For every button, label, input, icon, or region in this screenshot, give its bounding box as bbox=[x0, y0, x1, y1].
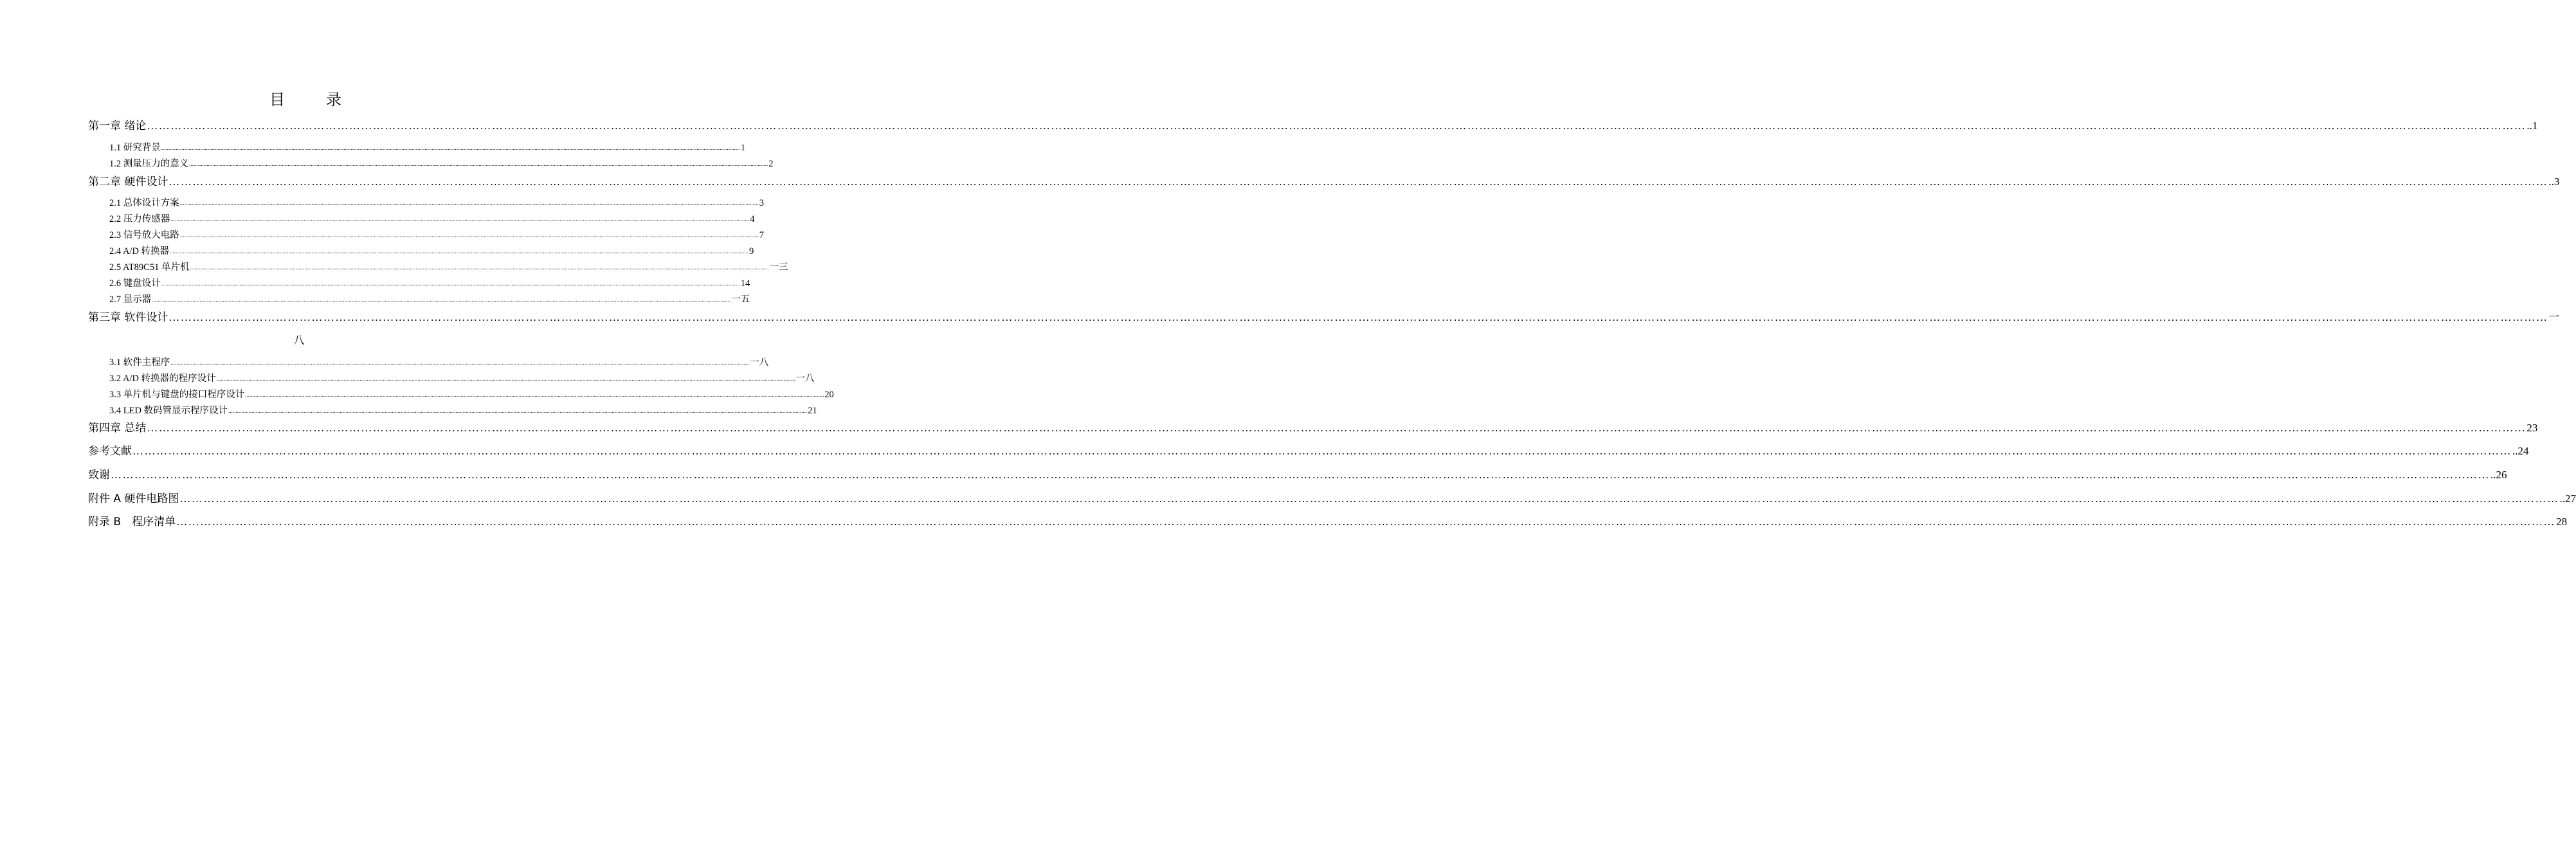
toc-entry-label: 2.7 显示器 bbox=[109, 294, 152, 305]
toc-entry[interactable] bbox=[109, 403, 817, 417]
toc-entry-page-number: 7 bbox=[759, 230, 764, 240]
dot-leader: …………………………………………………………………………………………………………………………………………………………………………………………………………………………………………………………………………………………………………………………………………………………………………………………………………………………………………………………………………………………………………………………………………………… bbox=[168, 176, 2548, 188]
toc-entry-page-number: 9 bbox=[749, 246, 754, 256]
dot-leader: …………………………………………………………………………………………………………………………………………………………………………………………………………………………………………………………………………………………………………………………………………………………………………………………………………………………………………………………………………………………………………………………………………………… bbox=[176, 516, 2556, 528]
toc-entry-page-number: 1 bbox=[740, 143, 745, 153]
toc-entry-label: 2.6 键盘设计 bbox=[109, 278, 161, 289]
dot-leader: ................................................................................................................................................................................................................................................................................................................................................................................................................ bbox=[170, 216, 750, 222]
dot-leader: ................................................................................................................................................................................................................................................................................................................................................................................................................ bbox=[170, 248, 749, 255]
toc-entry-page-number: 20 bbox=[824, 390, 834, 400]
dot-leader: ................................................................................................................................................................................................................................................................................................................................................................................................................ bbox=[179, 232, 759, 239]
toc-entry[interactable] bbox=[109, 387, 834, 401]
toc-entry[interactable] bbox=[109, 212, 755, 225]
dot-leader: …………………………………………………………………………………………………………………………………………………………………………………………………………………………………………………………………………………………………………………………………………………………………………………………………………………………………………………………………………………………………………………………………………………… bbox=[147, 422, 2526, 434]
dot-leader: …………………………………………………………………………………………………………………………………………………………………………………………………………………………………………………………………………………………………………………………………………………………………………………………………………………………………………………………………………………………………………………………………………………… bbox=[179, 492, 2559, 505]
toc-title: 目 录 bbox=[269, 91, 354, 109]
toc-entry-label: 参考文献 bbox=[88, 445, 132, 458]
dot-leader: ................................................................................................................................................................................................................................................................................................................................................................................................................ bbox=[189, 161, 768, 167]
dot-leader: ................................................................................................................................................................................................................................................................................................................................................................................................................ bbox=[170, 359, 750, 366]
toc-entry[interactable] bbox=[109, 260, 788, 273]
toc-entry-page-number: 一 bbox=[2548, 311, 2560, 323]
toc-entry-label: 3.1 软件主程序 bbox=[109, 357, 170, 368]
toc-entry-label: 2.4 A/D 转换器 bbox=[109, 246, 170, 256]
toc-entry-page-number: 一三 bbox=[769, 262, 788, 273]
toc-entry-label: 致谢 bbox=[88, 469, 110, 482]
toc-entry[interactable] bbox=[109, 292, 750, 305]
toc-wrapped-page-number: 八 bbox=[293, 334, 305, 347]
dot-leader: …………………………………………………………………………………………………………………………………………………………………………………………………………………………………………………………………………………………………………………………………………………………………………………………………………………………………………………………………………………………………………………………………………………… bbox=[111, 469, 2490, 481]
toc-entry-page-number: ..1 bbox=[2526, 120, 2538, 132]
toc-entry-label: 2.2 压力传感器 bbox=[109, 214, 170, 224]
toc-entry-label: 3.3 单片机与键盘的接口程序设计 bbox=[109, 390, 245, 400]
toc-entry-page-number: ..24 bbox=[2512, 445, 2529, 457]
toc-entry-label: 附件 A 硬件电路图 bbox=[88, 492, 179, 505]
dot-leader: ................................................................................................................................................................................................................................................................................................................................................................................................................ bbox=[245, 392, 824, 398]
toc-entry[interactable] bbox=[88, 308, 2560, 324]
toc-entry[interactable] bbox=[88, 465, 2507, 482]
toc-entry-page-number: 21 bbox=[808, 406, 817, 416]
toc-entry[interactable] bbox=[109, 371, 815, 384]
toc-entry[interactable] bbox=[109, 355, 769, 368]
toc-entry-label: 附录 B 程序清单 bbox=[88, 516, 176, 528]
toc-entry-label: 1.2 测量压力的意义 bbox=[109, 159, 189, 169]
dot-leader: ................................................................................................................................................................................................................................................................................................................................................................................................................ bbox=[216, 375, 795, 382]
toc-entry-page-number: 一五 bbox=[731, 294, 750, 305]
toc-entry-label: 2.1 总体设计方案 bbox=[109, 198, 179, 208]
toc-entry-page-number: ..3 bbox=[2548, 176, 2560, 188]
toc-entry[interactable] bbox=[88, 512, 2568, 528]
toc-entry[interactable] bbox=[88, 442, 2529, 458]
toc-entry-page-number: ..27 bbox=[2559, 492, 2576, 505]
toc-entry-page-number: 28 bbox=[2556, 516, 2568, 528]
toc-entry-page-number: 23 bbox=[2526, 422, 2538, 434]
toc-entry-label: 1.1 研究背景 bbox=[109, 143, 161, 153]
toc-entry[interactable] bbox=[109, 195, 764, 209]
dot-leader: ................................................................................................................................................................................................................................................................................................................................................................................................................ bbox=[152, 296, 731, 303]
toc-entry-page-number: 3 bbox=[759, 198, 764, 208]
toc-entry[interactable] bbox=[109, 244, 754, 257]
toc-entry[interactable] bbox=[88, 489, 2576, 505]
toc-entry-page-number: ..26 bbox=[2490, 469, 2507, 481]
toc-entry-label: 第二章 硬件设计 bbox=[88, 176, 168, 188]
toc-entry-label: 3.4 LED 数码管显示程序设计 bbox=[109, 406, 228, 416]
dot-leader: ................................................................................................................................................................................................................................................................................................................................................................................................................ bbox=[179, 200, 759, 206]
dot-leader: ................................................................................................................................................................................................................................................................................................................................................................................................................ bbox=[161, 145, 740, 151]
toc-entry-label: 第一章 绪论 bbox=[88, 120, 147, 132]
toc-entry-label: 第三章 软件设计 bbox=[88, 311, 168, 324]
toc-entry-page-number: 一八 bbox=[750, 357, 769, 368]
dot-leader: …………………………………………………………………………………………………………………………………………………………………………………………………………………………………………………………………………………………………………………………………………………………………………………………………………………………………………………………………………………………………………………………………………………… bbox=[168, 311, 2548, 323]
toc-entry-label: 2.5 AT89C51 单片机 bbox=[109, 262, 190, 273]
toc-entry-label: 2.3 信号放大电路 bbox=[109, 230, 179, 240]
toc-entry-page-number: 2 bbox=[768, 159, 774, 169]
toc-entry-page-number: 4 bbox=[750, 214, 755, 224]
toc-entry[interactable] bbox=[109, 228, 764, 241]
toc-entry-page-number: 一八 bbox=[795, 374, 815, 384]
toc-entry[interactable] bbox=[109, 276, 750, 289]
toc-entry[interactable] bbox=[88, 419, 2538, 435]
dot-leader: ................................................................................................................................................................................................................................................................................................................................................................................................................ bbox=[228, 408, 808, 414]
toc-entry-label: 第四章 总结 bbox=[88, 422, 147, 435]
toc-entry[interactable] bbox=[109, 156, 774, 170]
toc-entry[interactable] bbox=[88, 116, 2538, 132]
toc-entry-page-number: 14 bbox=[740, 278, 750, 289]
toc-entry[interactable] bbox=[109, 140, 745, 154]
toc-entry[interactable] bbox=[88, 172, 2560, 188]
dot-leader: …………………………………………………………………………………………………………………………………………………………………………………………………………………………………………………………………………………………………………………………………………………………………………………………………………………………………………………………………………………………………………………………………………………… bbox=[147, 120, 2526, 132]
dot-leader: …………………………………………………………………………………………………………………………………………………………………………………………………………………………………………………………………………………………………………………………………………………………………………………………………………………………………………………………………………………………………………………………………………………… bbox=[132, 445, 2512, 457]
dot-leader: ................................................................................................................................................................................................................................................................................................................................................................................................................ bbox=[161, 280, 740, 287]
toc-entry-label: 3.2 A/D 转换器的程序设计 bbox=[109, 374, 216, 384]
dot-leader: ................................................................................................................................................................................................................................................................................................................................................................................................................ bbox=[190, 264, 769, 271]
